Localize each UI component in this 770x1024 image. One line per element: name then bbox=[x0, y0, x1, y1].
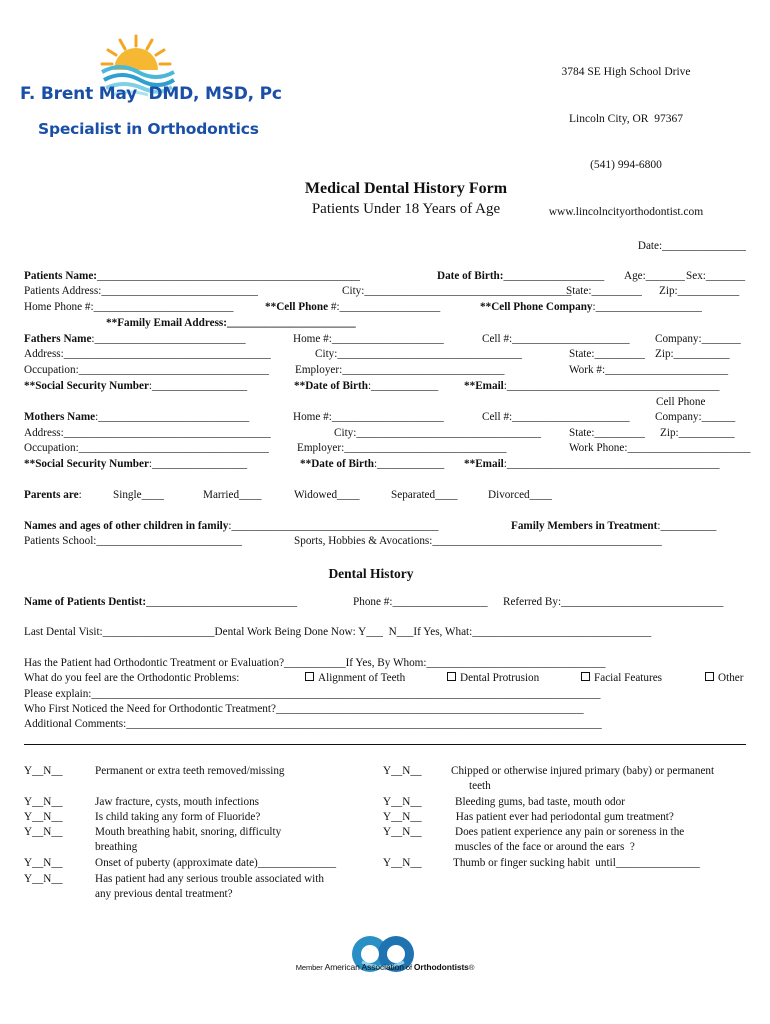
mother-dob-line: :____________ bbox=[373, 458, 445, 470]
cell-phone-label: **Cell Phone bbox=[265, 301, 329, 313]
yn-periodontal[interactable]: Y__N__ bbox=[383, 811, 422, 823]
patient-age-field[interactable]: Age:_______ bbox=[624, 270, 685, 282]
patient-city-field[interactable]: City:_____________________________________ bbox=[342, 285, 572, 297]
question-fluoride: Is child taking any form of Fluoride? bbox=[95, 811, 261, 823]
mother-name-label: Mothers Name bbox=[24, 411, 96, 423]
date-field[interactable]: Date:_______________ bbox=[637, 240, 746, 252]
home-phone-field[interactable]: Home Phone #:_________________________ bbox=[24, 301, 234, 313]
who-noticed-field[interactable] bbox=[24, 703, 584, 716]
question-chipped-teeth-cont: teeth bbox=[469, 780, 491, 792]
father-ssn-field[interactable] bbox=[24, 380, 247, 393]
form-subtitle: Patients Under 18 Years of Age bbox=[311, 201, 501, 217]
mother-occupation-field[interactable]: Occupation:__________________________________ bbox=[24, 442, 269, 454]
father-dob-field[interactable] bbox=[294, 380, 438, 393]
aao-member-name: American Association bbox=[324, 962, 404, 972]
question-mouth-breathing: Mouth breathing habit, snoring, difficulty bbox=[95, 826, 282, 838]
problem-other-checkbox[interactable] bbox=[705, 672, 743, 685]
parents-single-option[interactable]: Single____ bbox=[113, 489, 164, 501]
parents-are-text: Parents are bbox=[24, 489, 79, 501]
patient-zip-field[interactable]: Zip:___________ bbox=[659, 285, 740, 297]
mother-ssn-field[interactable] bbox=[24, 458, 247, 471]
parents-separated-option[interactable]: Separated____ bbox=[391, 489, 458, 501]
problem-alignment-checkbox[interactable] bbox=[305, 672, 405, 685]
checkbox-icon bbox=[447, 672, 456, 681]
address-line2: Lincoln City, OR 97367 bbox=[569, 112, 683, 125]
question-puberty: Onset of puberty (approximate date)______________ bbox=[95, 857, 337, 869]
dentist-name-label: Name of Patients Dentist: bbox=[24, 596, 147, 608]
parents-are-label bbox=[24, 489, 82, 502]
address-line1: 3784 SE High School Drive bbox=[561, 66, 691, 78]
problem-protrusion-checkbox[interactable] bbox=[447, 672, 539, 685]
yn-dental-trouble[interactable]: Y__N__ bbox=[24, 873, 63, 885]
father-email-label: **Email bbox=[464, 380, 504, 392]
aao-member-suffix: Orthodontists bbox=[413, 962, 469, 972]
father-name-label: Fathers Name bbox=[24, 333, 92, 345]
patient-dob-field[interactable] bbox=[437, 270, 604, 283]
comments-rule bbox=[24, 744, 746, 745]
mother-email-line: :______________________________________ bbox=[503, 458, 720, 470]
yn-puberty[interactable]: Y__N__ bbox=[24, 857, 63, 869]
parents-divorced-option[interactable]: Divorced____ bbox=[488, 489, 553, 501]
father-name-field[interactable] bbox=[24, 333, 246, 346]
question-dental-trouble-cont: any previous dental treatment? bbox=[95, 888, 233, 900]
question-jaw-fracture: Jaw fracture, cysts, mouth infections bbox=[95, 796, 260, 808]
family-treatment-label: Family Members in Treatment bbox=[511, 520, 658, 532]
cell-phone-line: #:__________________ bbox=[330, 301, 441, 313]
mother-zip-field[interactable]: Zip:__________ bbox=[660, 427, 735, 439]
patient-school-field[interactable]: Patients School:__________________________ bbox=[24, 535, 242, 547]
who-noticed-line: _______________________________________________________ bbox=[275, 703, 584, 715]
mother-company-field[interactable]: Company:______ bbox=[655, 411, 736, 423]
father-dob-line: :____________ bbox=[367, 380, 439, 392]
dentist-name-field[interactable] bbox=[24, 596, 297, 609]
yn-thumb-sucking[interactable]: Y__N__ bbox=[383, 857, 422, 869]
practice-name: F. Brent May DMD, MSD, Pc bbox=[20, 84, 282, 104]
mother-cell-phone-label: Cell Phone bbox=[656, 396, 706, 408]
mother-dob-field[interactable] bbox=[300, 458, 444, 471]
yn-chipped-teeth[interactable]: Y__N__ bbox=[383, 765, 422, 777]
checkbox-icon bbox=[581, 672, 590, 681]
mother-name-field[interactable] bbox=[24, 411, 249, 424]
mother-email-label: **Email bbox=[464, 458, 504, 470]
ortho-problems-question: What do you feel are the Orthodontic Problems: bbox=[24, 672, 240, 684]
cell-phone-field[interactable] bbox=[265, 301, 440, 314]
father-ssn-label: **Social Security Number bbox=[24, 380, 149, 392]
yn-fluoride[interactable]: Y__N__ bbox=[24, 811, 63, 823]
who-noticed-label: Who First Noticed the Need for Orthodontic Treatment? bbox=[24, 703, 276, 715]
mother-name-line: :___________________________ bbox=[95, 411, 250, 423]
father-company-field[interactable]: Company:_______ bbox=[655, 333, 741, 345]
question-mouth-breathing-cont: breathing bbox=[95, 841, 138, 853]
practice-specialty: Specialist in Orthodontics bbox=[38, 120, 259, 138]
father-work-field[interactable]: Work #:______________________ bbox=[569, 364, 729, 376]
father-cell-field[interactable]: Cell #:_____________________ bbox=[482, 333, 630, 345]
cell-company-label: **Cell Phone Company bbox=[480, 301, 593, 313]
aao-member-caption bbox=[0, 962, 770, 972]
problem-other-label: Other bbox=[718, 672, 744, 684]
hobbies-field[interactable]: Sports, Hobbies & Avocations:_________________________________________ bbox=[294, 535, 662, 547]
form-title: Medical Dental History Form bbox=[304, 180, 508, 197]
family-email-line: _______________________ bbox=[227, 317, 356, 329]
mother-dob-label: **Date of Birth bbox=[300, 458, 374, 470]
patient-name-field[interactable] bbox=[24, 270, 360, 283]
father-employer-field[interactable]: Employer:_____________________________ bbox=[295, 364, 505, 376]
question-periodontal: Has patient ever had periodontal gum treatment? bbox=[453, 811, 674, 823]
patient-sex-field[interactable]: Sex:_______ bbox=[686, 270, 746, 282]
question-bleeding-gums: Bleeding gums, bad taste, mouth odor bbox=[455, 796, 625, 808]
parents-widowed-option[interactable]: Widowed____ bbox=[294, 489, 360, 501]
father-email-field[interactable] bbox=[464, 380, 719, 393]
cell-company-line: :___________________ bbox=[592, 301, 702, 313]
please-explain-field[interactable]: Please explain:___________________________________________________________________________________________ bbox=[24, 688, 601, 700]
patient-name-label: Patients Name: bbox=[24, 270, 98, 282]
mother-address-field[interactable]: Address:_____________________________________ bbox=[24, 427, 271, 439]
yn-jaw-fracture[interactable]: Y__N__ bbox=[24, 796, 63, 808]
father-zip-field[interactable]: Zip:__________ bbox=[655, 348, 730, 360]
father-ssn-line: :_________________ bbox=[148, 380, 248, 392]
mother-email-field[interactable] bbox=[464, 458, 719, 471]
mother-ssn-line: :_________________ bbox=[148, 458, 248, 470]
patient-state-field[interactable]: State:_________ bbox=[566, 285, 642, 297]
question-facial-pain: Does patient experience any pain or soreness in the bbox=[455, 826, 685, 838]
mother-city-field[interactable]: City:_________________________________ bbox=[334, 427, 541, 439]
patient-address-field[interactable]: Patients Address:____________________________ bbox=[24, 285, 259, 297]
other-children-label: Names and ages of other children in family bbox=[24, 520, 229, 532]
aao-member-prefix: Member bbox=[295, 963, 323, 972]
checkbox-icon bbox=[305, 672, 314, 681]
aao-registered-mark: ® bbox=[468, 963, 475, 972]
mother-ssn-label: **Social Security Number bbox=[24, 458, 149, 470]
dental-history-heading: Dental History bbox=[328, 566, 414, 581]
father-name-line: :___________________________ bbox=[91, 333, 246, 345]
mother-home-field[interactable]: Home #:____________________ bbox=[293, 411, 444, 423]
father-occupation-field[interactable]: Occupation:__________________________________ bbox=[24, 364, 269, 376]
father-state-field[interactable]: State:_________ bbox=[569, 348, 645, 360]
problem-alignment-label: Alignment of Teeth bbox=[318, 672, 406, 684]
other-children-line: :_____________________________________ bbox=[228, 520, 439, 532]
yn-mouth-breathing[interactable]: Y__N__ bbox=[24, 826, 63, 838]
last-dental-visit-field[interactable]: Last Dental Visit:____________________Dental Work Being Done Now: Y___ N___If Yes, What:________________________________ bbox=[24, 626, 652, 638]
patient-dob-line: __________________ bbox=[503, 270, 605, 282]
family-email-field[interactable] bbox=[106, 317, 356, 330]
ortho-treatment-field[interactable]: Has the Patient had Orthodontic Treatment or Evaluation?___________If Yes, By Whom:________________________________ bbox=[24, 657, 606, 669]
father-email-line: :______________________________________ bbox=[503, 380, 720, 392]
aao-logo bbox=[340, 914, 410, 958]
additional-comments-field[interactable]: Additional Comments:_____________________________________________________________________________________ bbox=[24, 718, 602, 730]
yn-facial-pain[interactable]: Y__N__ bbox=[383, 826, 422, 838]
checkbox-icon bbox=[705, 672, 714, 681]
dentist-name-line: ___________________________ bbox=[146, 596, 298, 608]
father-home-field[interactable]: Home #:____________________ bbox=[293, 333, 444, 345]
other-children-field[interactable] bbox=[24, 520, 438, 533]
mother-employer-field[interactable]: Employer:_____________________________ bbox=[297, 442, 507, 454]
question-dental-trouble: Has patient had any serious trouble associated with bbox=[95, 873, 324, 885]
father-city-field[interactable]: City:_________________________________ bbox=[315, 348, 522, 360]
question-thumb-sucking: Thumb or finger sucking habit until_______________ bbox=[453, 857, 700, 869]
family-treatment-field[interactable] bbox=[511, 520, 716, 533]
yn-bleeding-gums[interactable]: Y__N__ bbox=[383, 796, 422, 808]
mother-state-field[interactable]: State:_________ bbox=[569, 427, 645, 439]
dentist-phone-field[interactable]: Phone #:_________________ bbox=[353, 596, 488, 608]
father-address-field[interactable]: Address:_____________________________________ bbox=[24, 348, 271, 360]
aao-member-of: of bbox=[405, 963, 412, 972]
mother-work-field[interactable]: Work Phone:______________________ bbox=[569, 442, 751, 454]
family-treatment-line: :__________ bbox=[657, 520, 717, 532]
practice-logo bbox=[88, 14, 168, 84]
problem-facial-label: Facial Features bbox=[594, 672, 663, 684]
practice-phone: (541) 994-6800 bbox=[590, 159, 662, 171]
question-missing-teeth: Permanent or extra teeth removed/missing bbox=[95, 765, 285, 777]
referred-by-field[interactable]: Referred By:_____________________________ bbox=[503, 596, 724, 608]
yn-missing-teeth[interactable]: Y__N__ bbox=[24, 765, 63, 777]
problem-facial-checkbox[interactable] bbox=[581, 672, 662, 685]
problem-protrusion-label: Dental Protrusion bbox=[460, 672, 540, 684]
parents-married-option[interactable]: Married____ bbox=[203, 489, 262, 501]
cell-company-field[interactable] bbox=[480, 301, 702, 314]
question-facial-pain-cont: muscles of the face or around the ears ? bbox=[455, 841, 635, 853]
father-dob-label: **Date of Birth bbox=[294, 380, 368, 392]
practice-website[interactable]: www.lincolncityorthodontist.com bbox=[548, 205, 704, 218]
patient-name-line: _______________________________________________ bbox=[97, 270, 360, 282]
patient-dob-label: Date of Birth: bbox=[437, 270, 504, 282]
parents-are-colon: : bbox=[78, 489, 82, 501]
family-email-label: **Family Email Address: bbox=[106, 317, 227, 329]
mother-cell-field[interactable]: Cell #:_____________________ bbox=[482, 411, 630, 423]
question-chipped-teeth: Chipped or otherwise injured primary (baby) or permanent bbox=[451, 765, 715, 777]
